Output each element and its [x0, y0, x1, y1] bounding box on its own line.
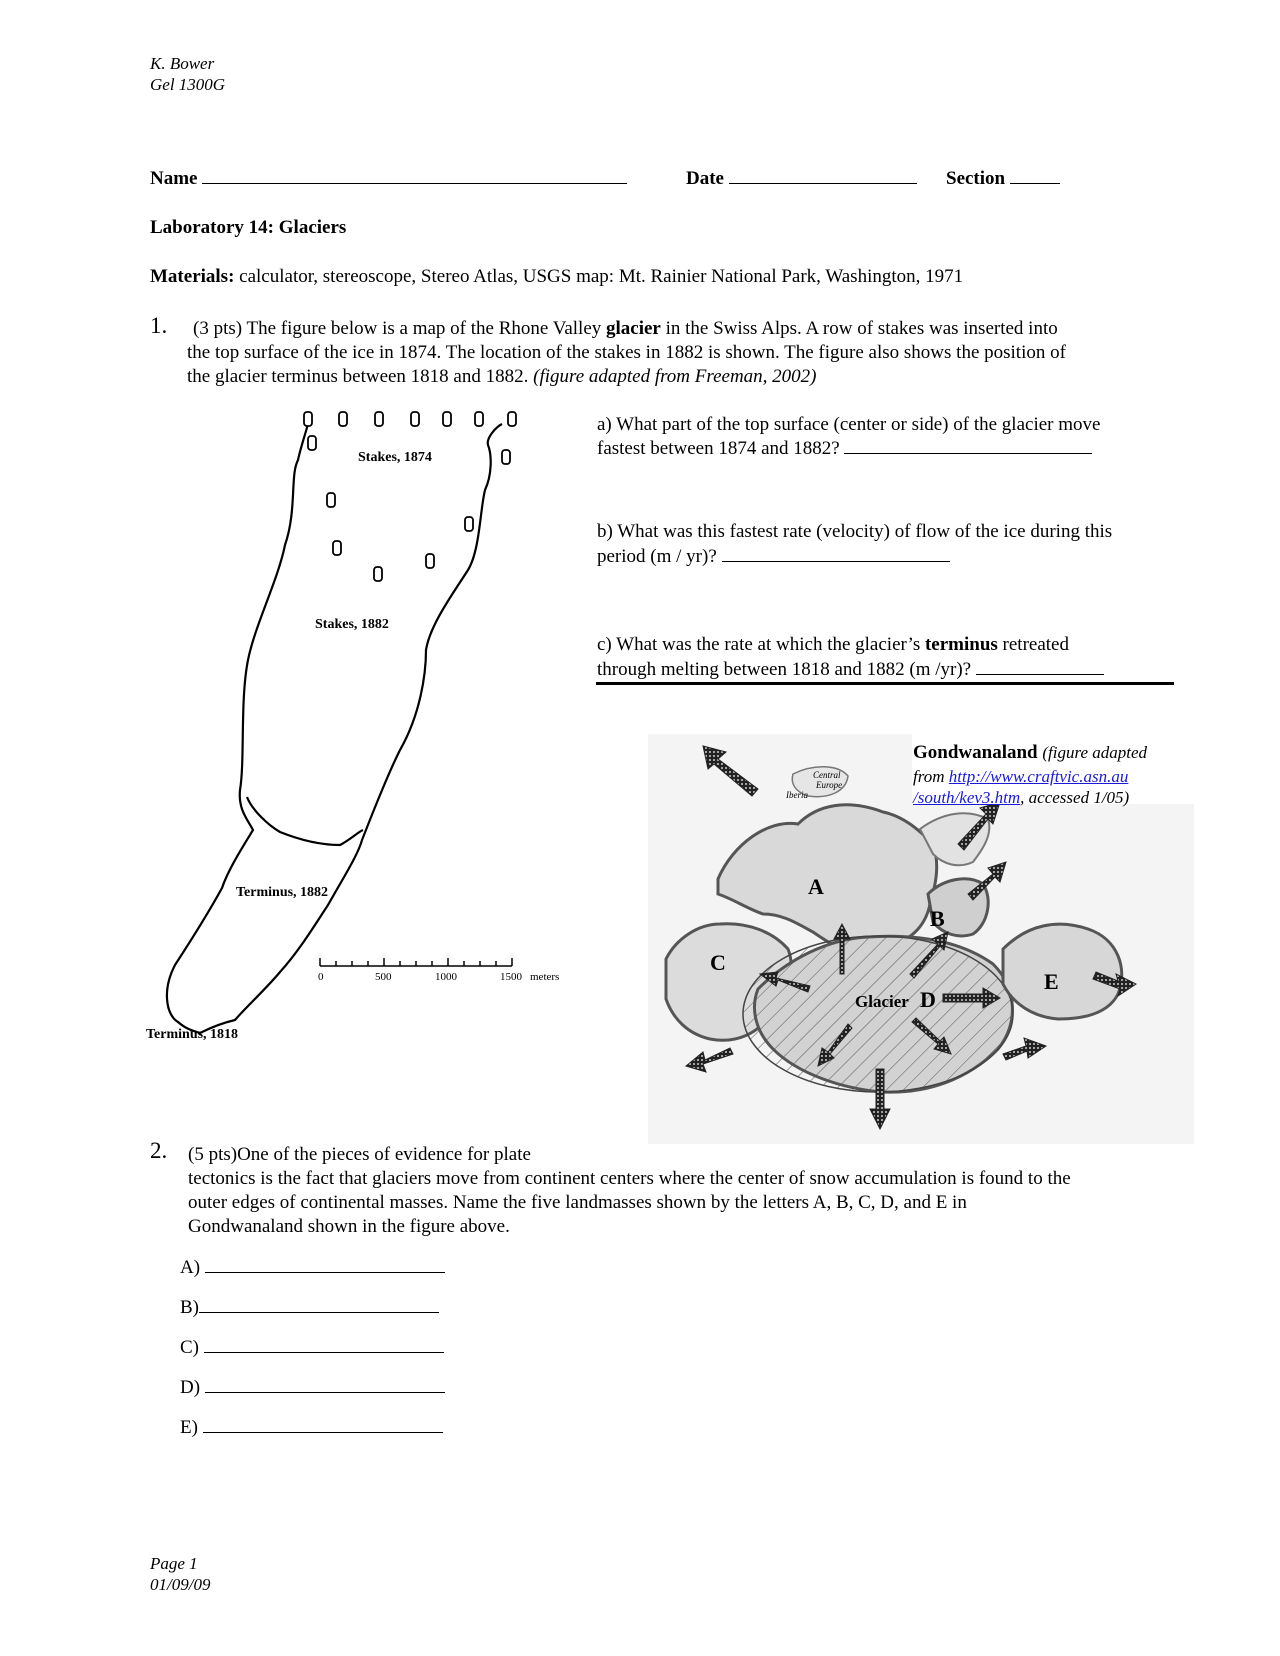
q2-answer-a-label: A) [180, 1257, 201, 1278]
stake-1882-1 [502, 450, 510, 464]
q1-citation: (figure adapted from Freeman, 2002) [533, 366, 817, 387]
q1-points: (3 pts) [193, 318, 243, 339]
stake-1874-1 [304, 412, 312, 426]
q1-line3 [187, 366, 817, 388]
name-answer-line[interactable] [202, 167, 627, 184]
stake-1874-4 [411, 412, 419, 426]
materials-line [150, 266, 963, 288]
gondwana-caption-line3 [913, 788, 1129, 808]
stake-1882-2 [327, 493, 335, 507]
date-label: Date [686, 168, 724, 189]
q2-answer-e-line[interactable] [203, 1416, 443, 1433]
q2-answer-a[interactable] [180, 1256, 445, 1279]
name-label: Name [150, 168, 198, 189]
q2-line3: outer edges of continental masses. Name the five landmasses shown by the letters A, B, C, D, and E in [188, 1192, 967, 1213]
q2-answer-c[interactable] [180, 1336, 444, 1359]
date-field[interactable] [686, 167, 917, 190]
stakes-1874-label: Stakes, 1874 [358, 450, 432, 465]
section-label: Section [946, 168, 1006, 189]
letter-b: B [930, 906, 945, 931]
gondwana-title: Gondwanaland [913, 742, 1038, 763]
q1c-text-before: c) What was the rate at which the glacier’s [597, 634, 921, 655]
q1b-line1: b) What was this fastest rate (velocity) of flow of the ice during this [597, 521, 1113, 542]
stake-1882-5 [426, 554, 434, 568]
q2-answer-d[interactable] [180, 1376, 445, 1399]
q2-answer-b-line[interactable] [199, 1296, 439, 1313]
author-name: K. Bower [150, 54, 215, 73]
q2-answer-d-line[interactable] [205, 1376, 445, 1393]
q1a-line1: a) What part of the top surface (center or side) of the glacier move [597, 414, 1101, 435]
q1a-line2 [597, 437, 1092, 460]
q1-divider [596, 682, 1174, 685]
stake-1874-6 [475, 412, 483, 426]
rhone-glacier-map [130, 400, 590, 1060]
q2-line2: tectonics is the fact that glaciers move from continent centers where the center of snow accumulation is found to the [188, 1168, 1071, 1189]
scale-tick-1500: 1500 [500, 971, 522, 983]
q1b-line2 [597, 545, 950, 568]
q1b-text: period (m / yr)? [597, 546, 717, 567]
stake-1874-5 [443, 412, 451, 426]
letter-e: E [1044, 969, 1059, 994]
q1b-answer-line[interactable] [722, 545, 950, 562]
gondwana-caption-end: , accessed 1/05) [1020, 788, 1130, 807]
stake-1882-6 [374, 567, 382, 581]
gondwana-caption-a: (figure adapted [1042, 743, 1148, 762]
q1-line1 [193, 318, 1058, 340]
name-field[interactable] [150, 167, 627, 190]
q1c-line2 [597, 658, 1104, 681]
footer-date: 01/09/09 [150, 1575, 211, 1594]
scale-unit: meters [530, 971, 560, 983]
gondwana-link-2[interactable]: /south/kev3.htm [913, 788, 1021, 807]
glacier-label: Glacier [855, 992, 909, 1011]
q1c-text: through melting between 1818 and 1882 (m /yr)? [597, 659, 972, 680]
scale-tick-0: 0 [318, 971, 324, 983]
q1c-text-after: retreated [1002, 634, 1069, 655]
q2-answer-e[interactable] [180, 1416, 443, 1439]
q2-answer-b-label: B) [180, 1297, 199, 1318]
label-europe: Europe [816, 780, 843, 790]
q1a-text: fastest between 1874 and 1882? [597, 438, 840, 459]
q2-line1: (5 pts)One of the pieces of evidence for plate [188, 1144, 531, 1165]
gondwana-caption-line2 [913, 767, 1128, 787]
q2-answer-b[interactable] [180, 1296, 439, 1319]
section-field[interactable] [946, 167, 1060, 190]
label-iberia: Iberia [786, 790, 808, 800]
stakes-1874 [304, 412, 516, 450]
letter-a: A [808, 874, 824, 899]
q2-answer-c-label: C) [180, 1337, 199, 1358]
lab-title: Laboratory 14: Glaciers [150, 217, 347, 238]
gondwana-title-line [913, 742, 1147, 764]
stake-1874-7 [508, 412, 516, 426]
materials-text: calculator, stereoscope, Stereo Atlas, USGS map: Mt. Rainier National Park, Washington, 1971 [239, 266, 964, 287]
q2-answer-d-label: D) [180, 1377, 201, 1398]
q1-number: 1. [150, 313, 168, 338]
q1-text-after: in the Swiss Alps. A row of stakes was inserted into [665, 318, 1058, 339]
terminus-1882-line [247, 797, 363, 845]
stake-1874-2 [339, 412, 347, 426]
stake-1882-4 [333, 541, 341, 555]
q2-answer-e-label: E) [180, 1417, 198, 1438]
section-answer-line[interactable] [1010, 167, 1060, 184]
scale-bar [320, 958, 512, 966]
glacier-outline-1818 [167, 424, 502, 1033]
terminus-1882-label: Terminus, 1882 [236, 885, 329, 900]
q2-line4: Gondwanaland shown in the figure above. [188, 1216, 510, 1237]
scale-tick-500: 500 [375, 971, 392, 983]
course-code: Gel 1300G [150, 75, 226, 94]
stakes-1882 [327, 450, 510, 581]
materials-label: Materials: [150, 266, 235, 287]
q1a-answer-line[interactable] [844, 437, 1092, 454]
letter-c: C [710, 950, 726, 975]
stakes-1882-label: Stakes, 1882 [315, 617, 389, 632]
terminus-1818-label: Terminus, 1818 [146, 1027, 239, 1042]
q2-number: 2. [150, 1138, 168, 1163]
stake-1874-8 [308, 436, 316, 450]
q2-answer-a-line[interactable] [205, 1256, 445, 1273]
q1-line2: the top surface of the ice in 1874. The location of the stakes in 1882 is shown. The figure also shows the position of [187, 342, 1066, 363]
scale-tick-1000: 1000 [435, 971, 457, 983]
footer-page: Page 1 [150, 1554, 198, 1573]
gondwana-caption-from: from [913, 767, 945, 786]
date-answer-line[interactable] [729, 167, 917, 184]
letter-d: D [920, 987, 936, 1012]
landmass-e [1003, 924, 1122, 1019]
q1c-bold-word: terminus [924, 634, 998, 655]
q1-line3-text: the glacier terminus between 1818 and 1882. [187, 366, 529, 387]
q1-text-before: The figure below is a map of the Rhone Valley [246, 318, 602, 339]
gondwana-link-1[interactable]: http://www.craftvic.asn.au [948, 767, 1129, 786]
q2-answer-c-line[interactable] [204, 1336, 444, 1353]
stake-1882-3 [465, 517, 473, 531]
label-central: Central [813, 770, 841, 780]
q1c-line1 [597, 634, 1069, 656]
stake-1874-3 [375, 412, 383, 426]
q1c-answer-line[interactable] [976, 658, 1104, 675]
q1-bold-word: glacier [606, 318, 661, 339]
